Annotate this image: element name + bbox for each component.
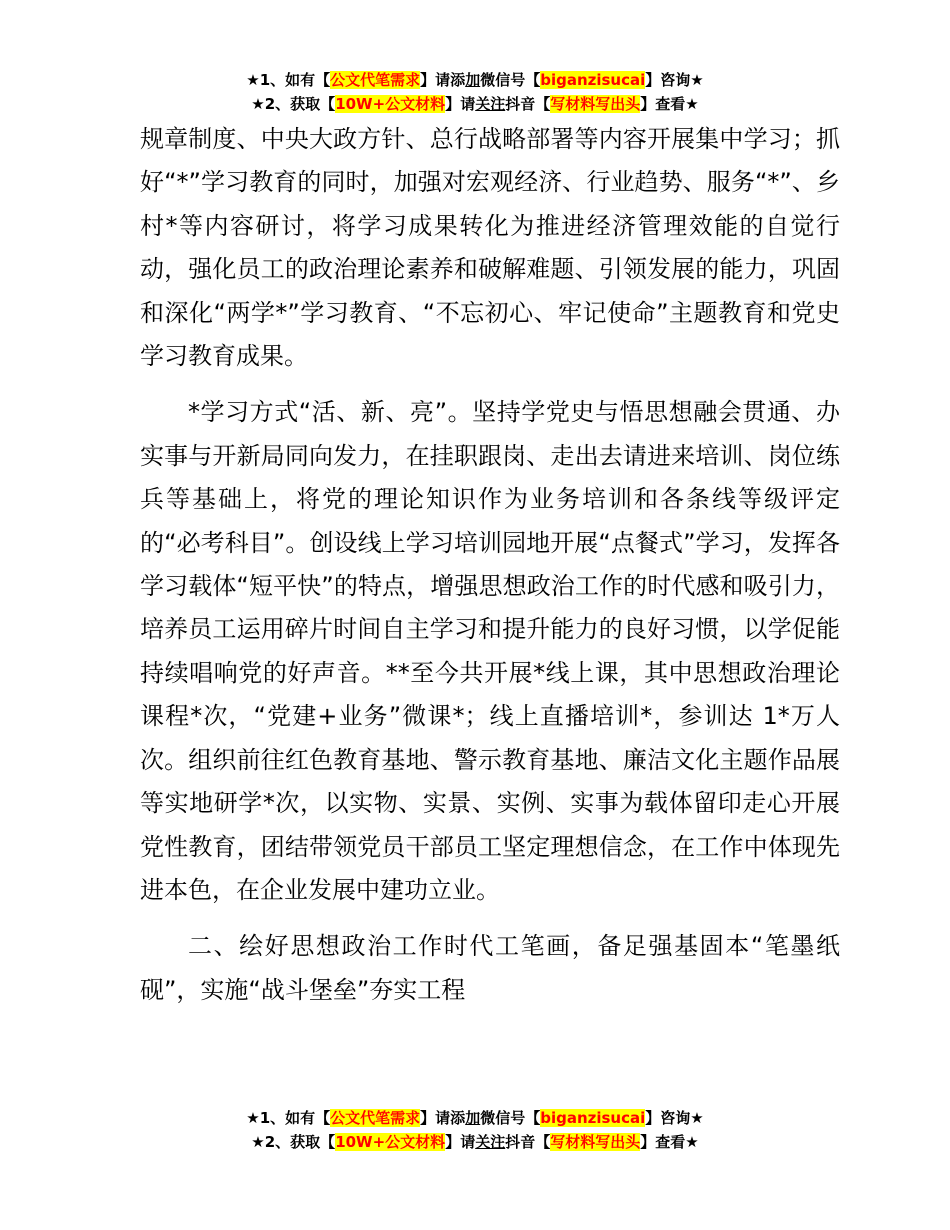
- banner-underline: 关注: [475, 1133, 506, 1151]
- banner-text: ★1、如有【: [246, 1109, 331, 1127]
- banner-underline: 加: [465, 1109, 481, 1127]
- banner-highlight: biganzisucai: [540, 1109, 646, 1127]
- banner-text: 】请: [445, 1133, 476, 1151]
- banner-text: 】咨询★: [645, 1109, 704, 1127]
- body-paragraph: 规章制度、中央大政方针、总行战略部署等内容开展集中学习；抓好“*”学习教育的同时，加强对宏观经济、行业趋势、服务“*”、乡村*等内容研讨，将学习成果转化为推进经济管理效能的自觉行动，强化员工的政治理论素养和破解难题、引领发展的能力，巩固和深化“两学*”学习教育、“不忘初心、牢记使命”主题教育和党史学习教育成果。: [140, 125, 840, 371]
- banner-text: ★2、获取【: [251, 1133, 336, 1151]
- banner-text: 】请添: [420, 1109, 466, 1127]
- body-paragraph: *学习方式“活、新、亮”。坚持学党史与悟思想融会贯通、办实事与开新局同向发力，在挂职跟岗、走出去请进来培训、岗位练兵等基础上，将党的理论知识作为业务培训和各条线等级评定的“必考科目”。创设线上学习培训园地开展“点餐式”学习，发挥各学习载体“短平快”的特点，增强思想政治工作的时代感和吸引力，培养员工运用碎片时间自主学习和提升能力的良好习惯，以学促能持续唱响党的好声音。**至今共开展*线上课，其中思想政治理论课程*次，“党建+业务”微课*；线上直播培训*，参训达 1*万人次。组织前往红色教育基地、警示教育基地、廉洁文化主题作品展等实地研学*次，以实物、实景、实例、实事为载体留印走心开展党性教育，团结带领党员干部员工坚定理想信念，在工作中体现先进本色，在企业发展中建功立业。: [140, 398, 840, 904]
- banner-text: 】请: [445, 95, 476, 113]
- banner-text: 抖音【: [505, 1133, 551, 1151]
- banner-text: ★1、如有【: [246, 71, 331, 89]
- banner-line-2: [0, 1130, 950, 1154]
- banner-highlight: 公文代笔需求: [330, 71, 421, 89]
- section-heading: 二、绘好思想政治工作时代工笔画，备足强基固本“笔墨纸砚”，实施“战斗堡垒”夯实工程: [140, 932, 840, 1004]
- banner-line-2: [0, 92, 950, 116]
- footer-banner: [0, 1106, 950, 1154]
- banner-text: 微信号【: [480, 71, 541, 89]
- banner-highlight: 10W+公文材料: [335, 1133, 446, 1151]
- banner-highlight: 写材料写出头: [550, 95, 641, 113]
- banner-highlight: biganzisucai: [540, 71, 646, 89]
- banner-text: 抖音【: [505, 95, 551, 113]
- banner-text: 】请添: [420, 71, 466, 89]
- header-banner: [0, 68, 950, 116]
- banner-highlight: 10W+公文材料: [335, 95, 446, 113]
- banner-highlight: 公文代笔需求: [330, 1109, 421, 1127]
- banner-text: 】咨询★: [645, 71, 704, 89]
- banner-text: 微信号【: [480, 1109, 541, 1127]
- banner-text: 】查看★: [640, 95, 699, 113]
- banner-line-1: [0, 68, 950, 92]
- document-body: [140, 118, 840, 1025]
- banner-line-1: [0, 1106, 950, 1130]
- banner-text: ★2、获取【: [251, 95, 336, 113]
- banner-highlight: 写材料写出头: [550, 1133, 641, 1151]
- banner-text: 】查看★: [640, 1133, 699, 1151]
- banner-underline: 关注: [475, 95, 506, 113]
- banner-underline: 加: [465, 71, 481, 89]
